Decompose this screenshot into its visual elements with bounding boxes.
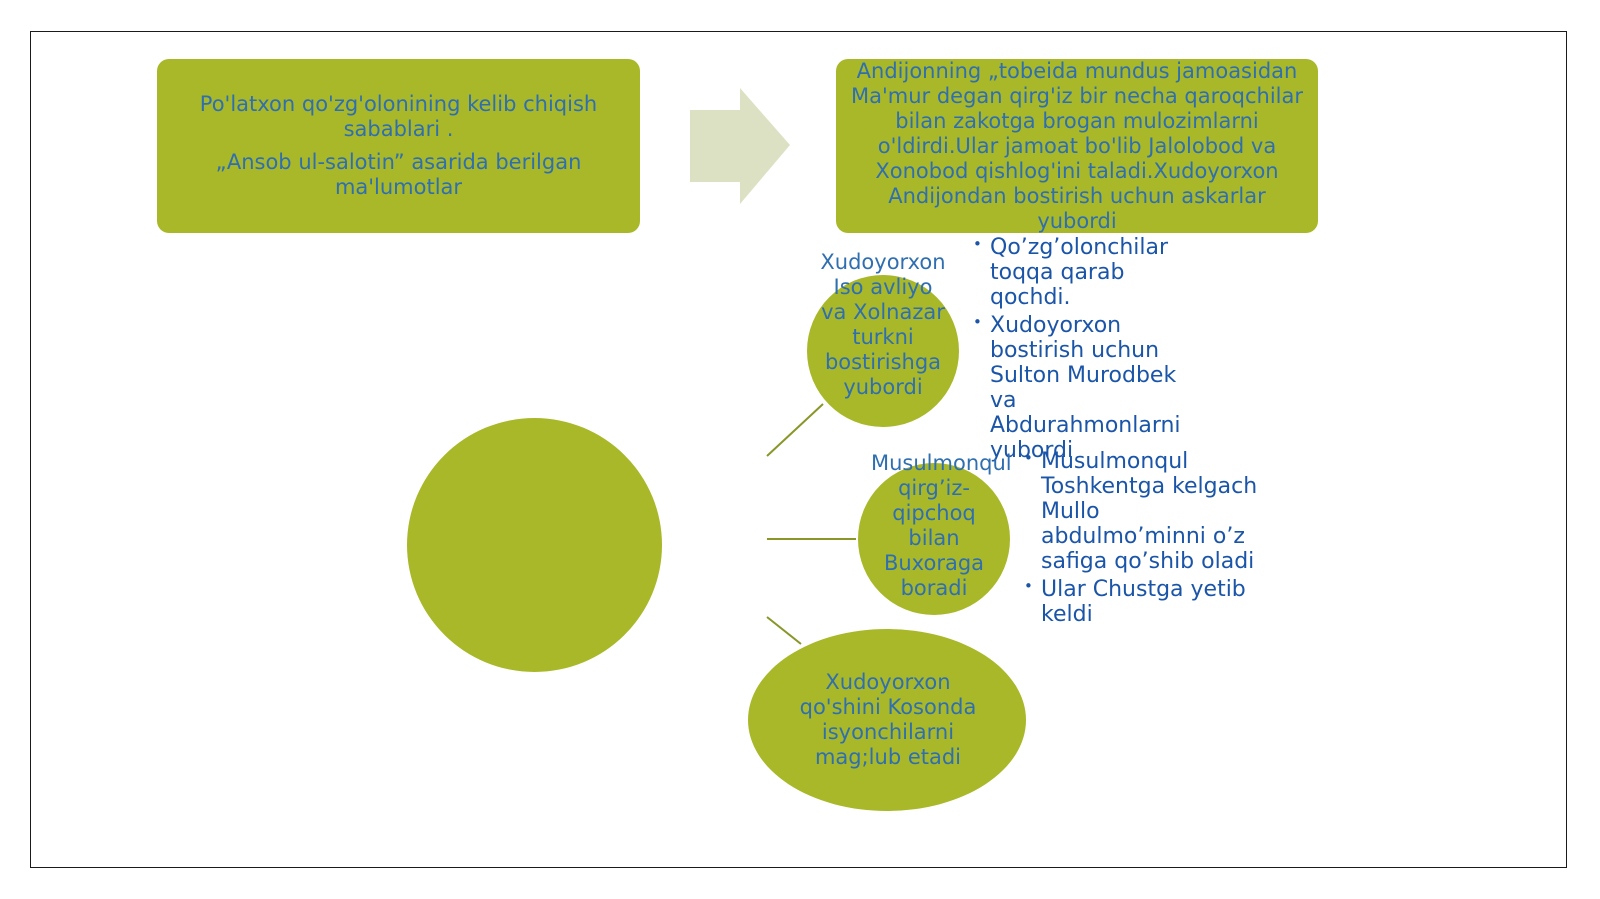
node1-bullet-list: [973, 235, 1208, 466]
node1-bullet-2: • Xudoyorxon bostirish uchun Sulton Murodbek va Abdurahmonlarni yubordi: [973, 313, 1208, 463]
connector-line-1: [767, 404, 823, 456]
node2-bullet-1: • Musulmonqul Toshkentga kelgach Mullo abdulmo’minni o’z safiga qo’shib oladi: [1024, 449, 1259, 574]
node2-bullet-list: [1024, 449, 1259, 630]
events-text: Andijonning „tobeida mundus jamoasidan Ma'mur degan qirg'iz bir necha qaroqchilar bilan zakotga brogan mulozimlarni o'ldirdi.Ular jamoat bo'lib Jalolobod va Xonobod qishlog'ini taladi.Xudoyorxon Andijondan bostirish uchun askarlar yubordi: [850, 58, 1303, 233]
node2-bullet-2: • Ular Chustga yetib keldi: [1024, 577, 1259, 627]
causes-title: Po'latxon qo'zg'olonining kelib chiqish sabablari .: [199, 92, 598, 141]
node3-label: Xudoyorxon qo'shini Kosonda isyonchilarni mag;lub etadi: [799, 670, 977, 769]
right-arrow-shape: [690, 88, 790, 204]
causes-box: [157, 59, 640, 233]
node2-label: Musulmonqul qirg’iz-qipchoq bilan Buxoraga boradi: [871, 451, 1012, 600]
causes-source: „Ansob ul-salotin” asarida berilgan ma'lumotlar: [215, 150, 582, 199]
events-box: [836, 59, 1318, 233]
connector-line-3: [767, 617, 801, 644]
node1-label: Xudoyorxon Iso avliyo va Xolnazar turkni bostirishga yubordi: [820, 250, 946, 399]
central-circle: [407, 418, 662, 672]
node1-bullet-1: • Qo’zg’olonchilar toqqa qarab qochdi.: [973, 235, 1208, 310]
